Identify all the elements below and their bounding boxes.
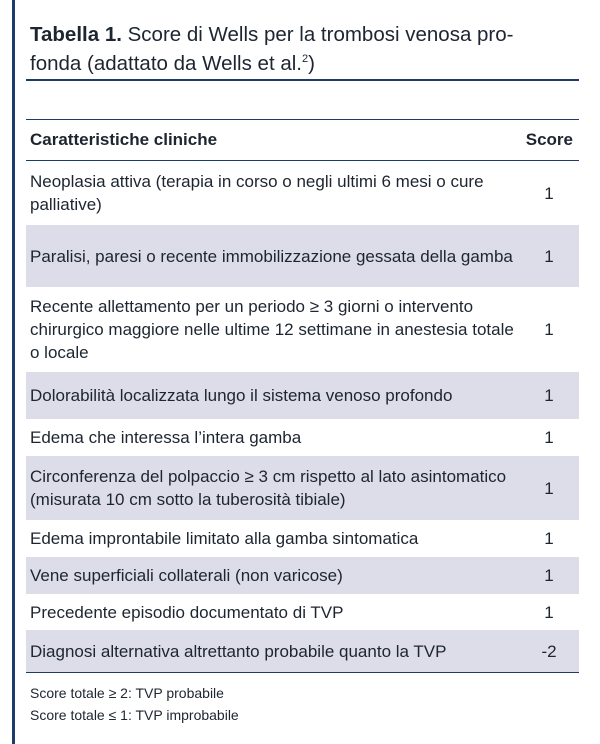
left-accent-bar	[12, 0, 15, 744]
row-feature: Edema improntabile limitato alla gamba sintomatica	[30, 529, 419, 548]
table-row	[26, 419, 579, 456]
table-caption	[30, 22, 570, 76]
caption-line2: fonda (adattato da Wells et al.	[30, 52, 302, 75]
table-row	[26, 161, 579, 225]
row-feature: Diagnosi alternativa altrettanto probabile quanto la TVP	[30, 641, 447, 661]
table-row	[26, 594, 579, 630]
row-score: 1	[544, 320, 554, 339]
header-score: Score	[525, 130, 573, 149]
caption-reference: 2	[302, 53, 309, 65]
caption-lead: Tabella 1.	[30, 23, 122, 46]
row-score: 1	[544, 246, 554, 266]
row-feature: Dolorabilità localizzata lungo il sistema venoso profondo	[30, 386, 453, 405]
note-probable: Score totale ≥ 2: TVP probabile	[30, 685, 224, 701]
table-notes	[30, 682, 239, 726]
row-feature: Circonferenza del polpaccio ≥ 3 cm rispetto al lato asintomatico (misurata 10 cm sotto la tuberosità tibiale)	[30, 467, 507, 509]
row-feature: Edema che interessa l’intera gamba	[30, 428, 302, 447]
caption-text	[30, 22, 570, 76]
caption-close: )	[308, 52, 315, 75]
row-score: 1	[544, 183, 554, 203]
row-score: 1	[544, 529, 554, 548]
header-bottom-divider	[26, 160, 579, 161]
table-row	[26, 456, 579, 520]
row-score: -2	[541, 641, 557, 661]
note-improbable: Score totale ≤ 1: TVP improbabile	[30, 707, 239, 723]
row-feature: Recente allettamento per un periodo ≥ 3 giorni o intervento chirurgico maggiore nelle ultime 12 settimane in anestesia totale o locale	[30, 297, 514, 362]
row-feature: Vene superficiali collaterali (non varicose)	[30, 566, 343, 585]
row-score: 1	[544, 386, 554, 405]
row-feature: Neoplasia attiva (terapia in corso o negli ultimi 6 mesi o cure palliative)	[30, 172, 484, 214]
bottom-divider	[26, 672, 579, 673]
header-feature: Caratteristiche cliniche	[30, 130, 218, 149]
row-score: 1	[544, 478, 554, 498]
row-feature: Paralisi, paresi o recente immobilizzazione gessata della gamba	[30, 246, 513, 266]
table-row	[26, 520, 579, 557]
top-divider	[26, 79, 579, 81]
row-score: 1	[544, 566, 554, 585]
row-feature: Precedente episodio documentato di TVP	[30, 602, 344, 622]
caption-line1: Score di Wells per la trombosi venosa pro-	[127, 23, 514, 46]
table-row	[26, 557, 579, 594]
table-row	[26, 225, 579, 287]
table-row	[26, 630, 579, 672]
table-row	[26, 287, 579, 372]
wells-score-table	[26, 120, 579, 672]
table-header-row	[26, 120, 579, 160]
row-score: 1	[544, 602, 554, 622]
table-row	[26, 372, 579, 419]
row-score: 1	[544, 428, 554, 447]
